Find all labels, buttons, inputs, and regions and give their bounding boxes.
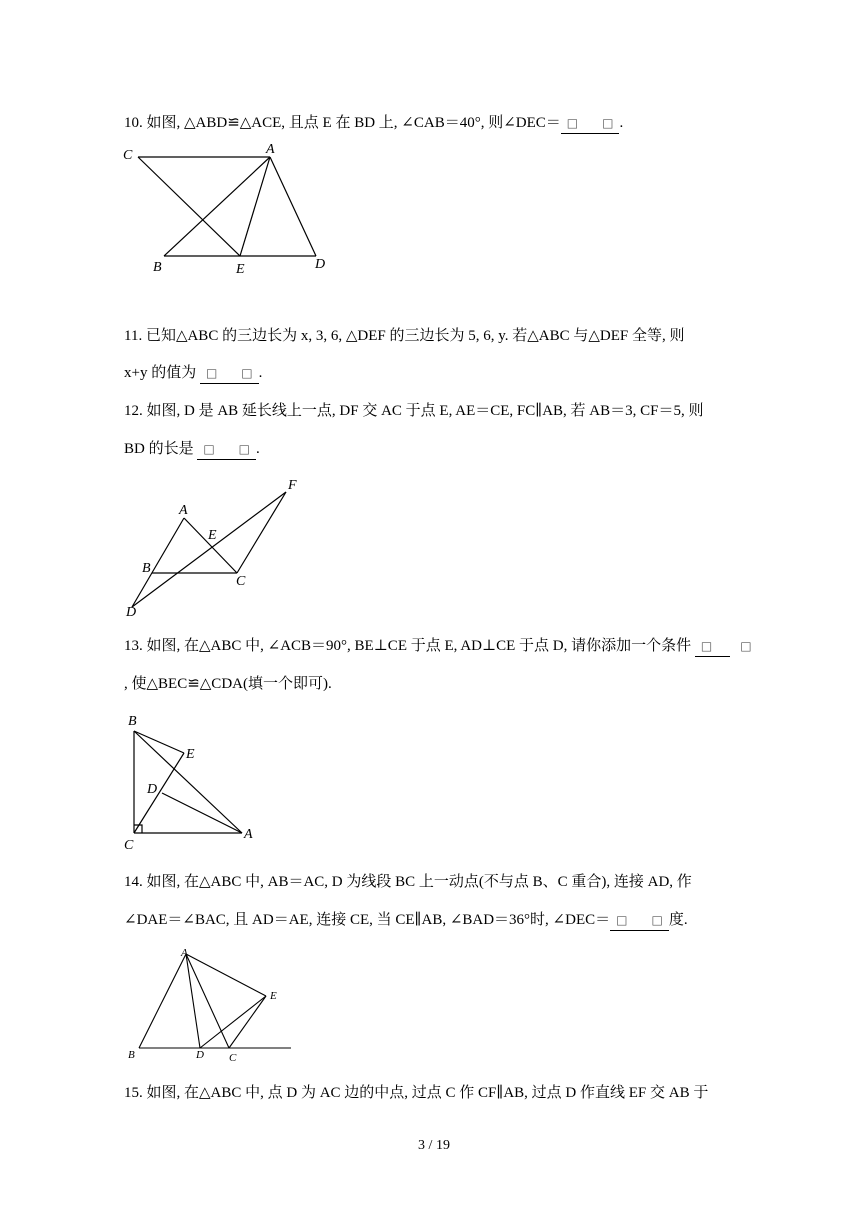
q10-label-d: D (315, 257, 326, 272)
q13-label-e: E (186, 747, 195, 762)
q14-label-b: B (128, 1049, 135, 1061)
figure-q14 (118, 944, 298, 1066)
q14-line-1: 14. 如图, 在△ABC 中, AB＝AC, D 为线段 BC 上一动点(不与点 B、C 重合), 连接 AD, 作 (124, 874, 692, 890)
q10-label-a: A (266, 142, 275, 157)
figure-q13 (120, 710, 270, 855)
q10-line-1: 10. 如图, △ABD≌△ACE, 且点 E 在 BD 上, ∠CAB＝40°, 则∠DEC＝ □ □ . (124, 113, 623, 134)
q11-line-2: x+y 的值为 □ □ . (124, 363, 262, 384)
q14-label-e: E (270, 990, 277, 1002)
q11-answer-blank[interactable]: □ □ (200, 363, 259, 384)
q10-label-c: C (123, 148, 133, 163)
q10-label-e: E (236, 262, 245, 277)
q13-label-c: C (124, 838, 134, 853)
q14-line-2: ∠DAE＝∠BAC, 且 AD＝AE, 连接 CE, 当 CE∥AB, ∠BAD＝36°时, ∠DEC＝ □ □ 度. (124, 910, 688, 931)
q14-label-c: C (229, 1052, 237, 1064)
q14-label-d: D (196, 1049, 204, 1061)
page-total: 19 (435, 1138, 450, 1153)
q13-line-2: , 使△BEC≌△CDA(填一个即可). (124, 676, 332, 692)
q12-line-2: BD 的长是 □ □ . (124, 439, 260, 460)
q13-answer-blank[interactable]: □ (695, 636, 730, 657)
q12-label-a: A (179, 503, 188, 518)
q13-label-b: B (128, 714, 137, 729)
q15-line-1: 15. 如图, 在△ABC 中, 点 D 为 AC 边的中点, 过点 C 作 CF∥AB, 过点 D 作直线 EF 交 AB 于 (124, 1085, 709, 1101)
q13-label-d: D (147, 782, 158, 797)
page-number (0, 1138, 868, 1154)
q10-answer-blank[interactable]: □ □ (561, 113, 620, 134)
q12-line-1: 12. 如图, D 是 AB 延长线上一点, DF 交 AC 于点 E, AE＝CE, FC∥AB, 若 AB＝3, CF＝5, 则 (124, 403, 704, 419)
q12-label-b: B (142, 561, 151, 576)
page-separator: / (425, 1138, 436, 1153)
q13-label-a: A (244, 827, 253, 842)
q14-label-a: A (181, 947, 188, 959)
q10-label-b: B (153, 260, 162, 275)
q12-label-e: E (208, 528, 217, 543)
q12-answer-blank[interactable]: □ □ (197, 439, 256, 460)
q12-label-c: C (236, 574, 246, 589)
figure-q10 (118, 140, 338, 280)
figure-q12 (122, 474, 312, 619)
page-current: 3 (418, 1138, 426, 1153)
q12-label-f: F (288, 478, 297, 493)
q12-label-d: D (126, 605, 137, 619)
q14-answer-blank[interactable]: □ □ (610, 910, 669, 931)
q11-line-1: 11. 已知△ABC 的三边长为 x, 3, 6, △DEF 的三边长为 5, 6, y. 若△ABC 与△DEF 全等, 则 (124, 328, 685, 344)
q13-line-1: 13. 如图, 在△ABC 中, ∠ACB＝90°, BE⊥CE 于点 E, AD⊥CE 于点 D, 请你添加一个条件 □ □ (124, 636, 752, 657)
